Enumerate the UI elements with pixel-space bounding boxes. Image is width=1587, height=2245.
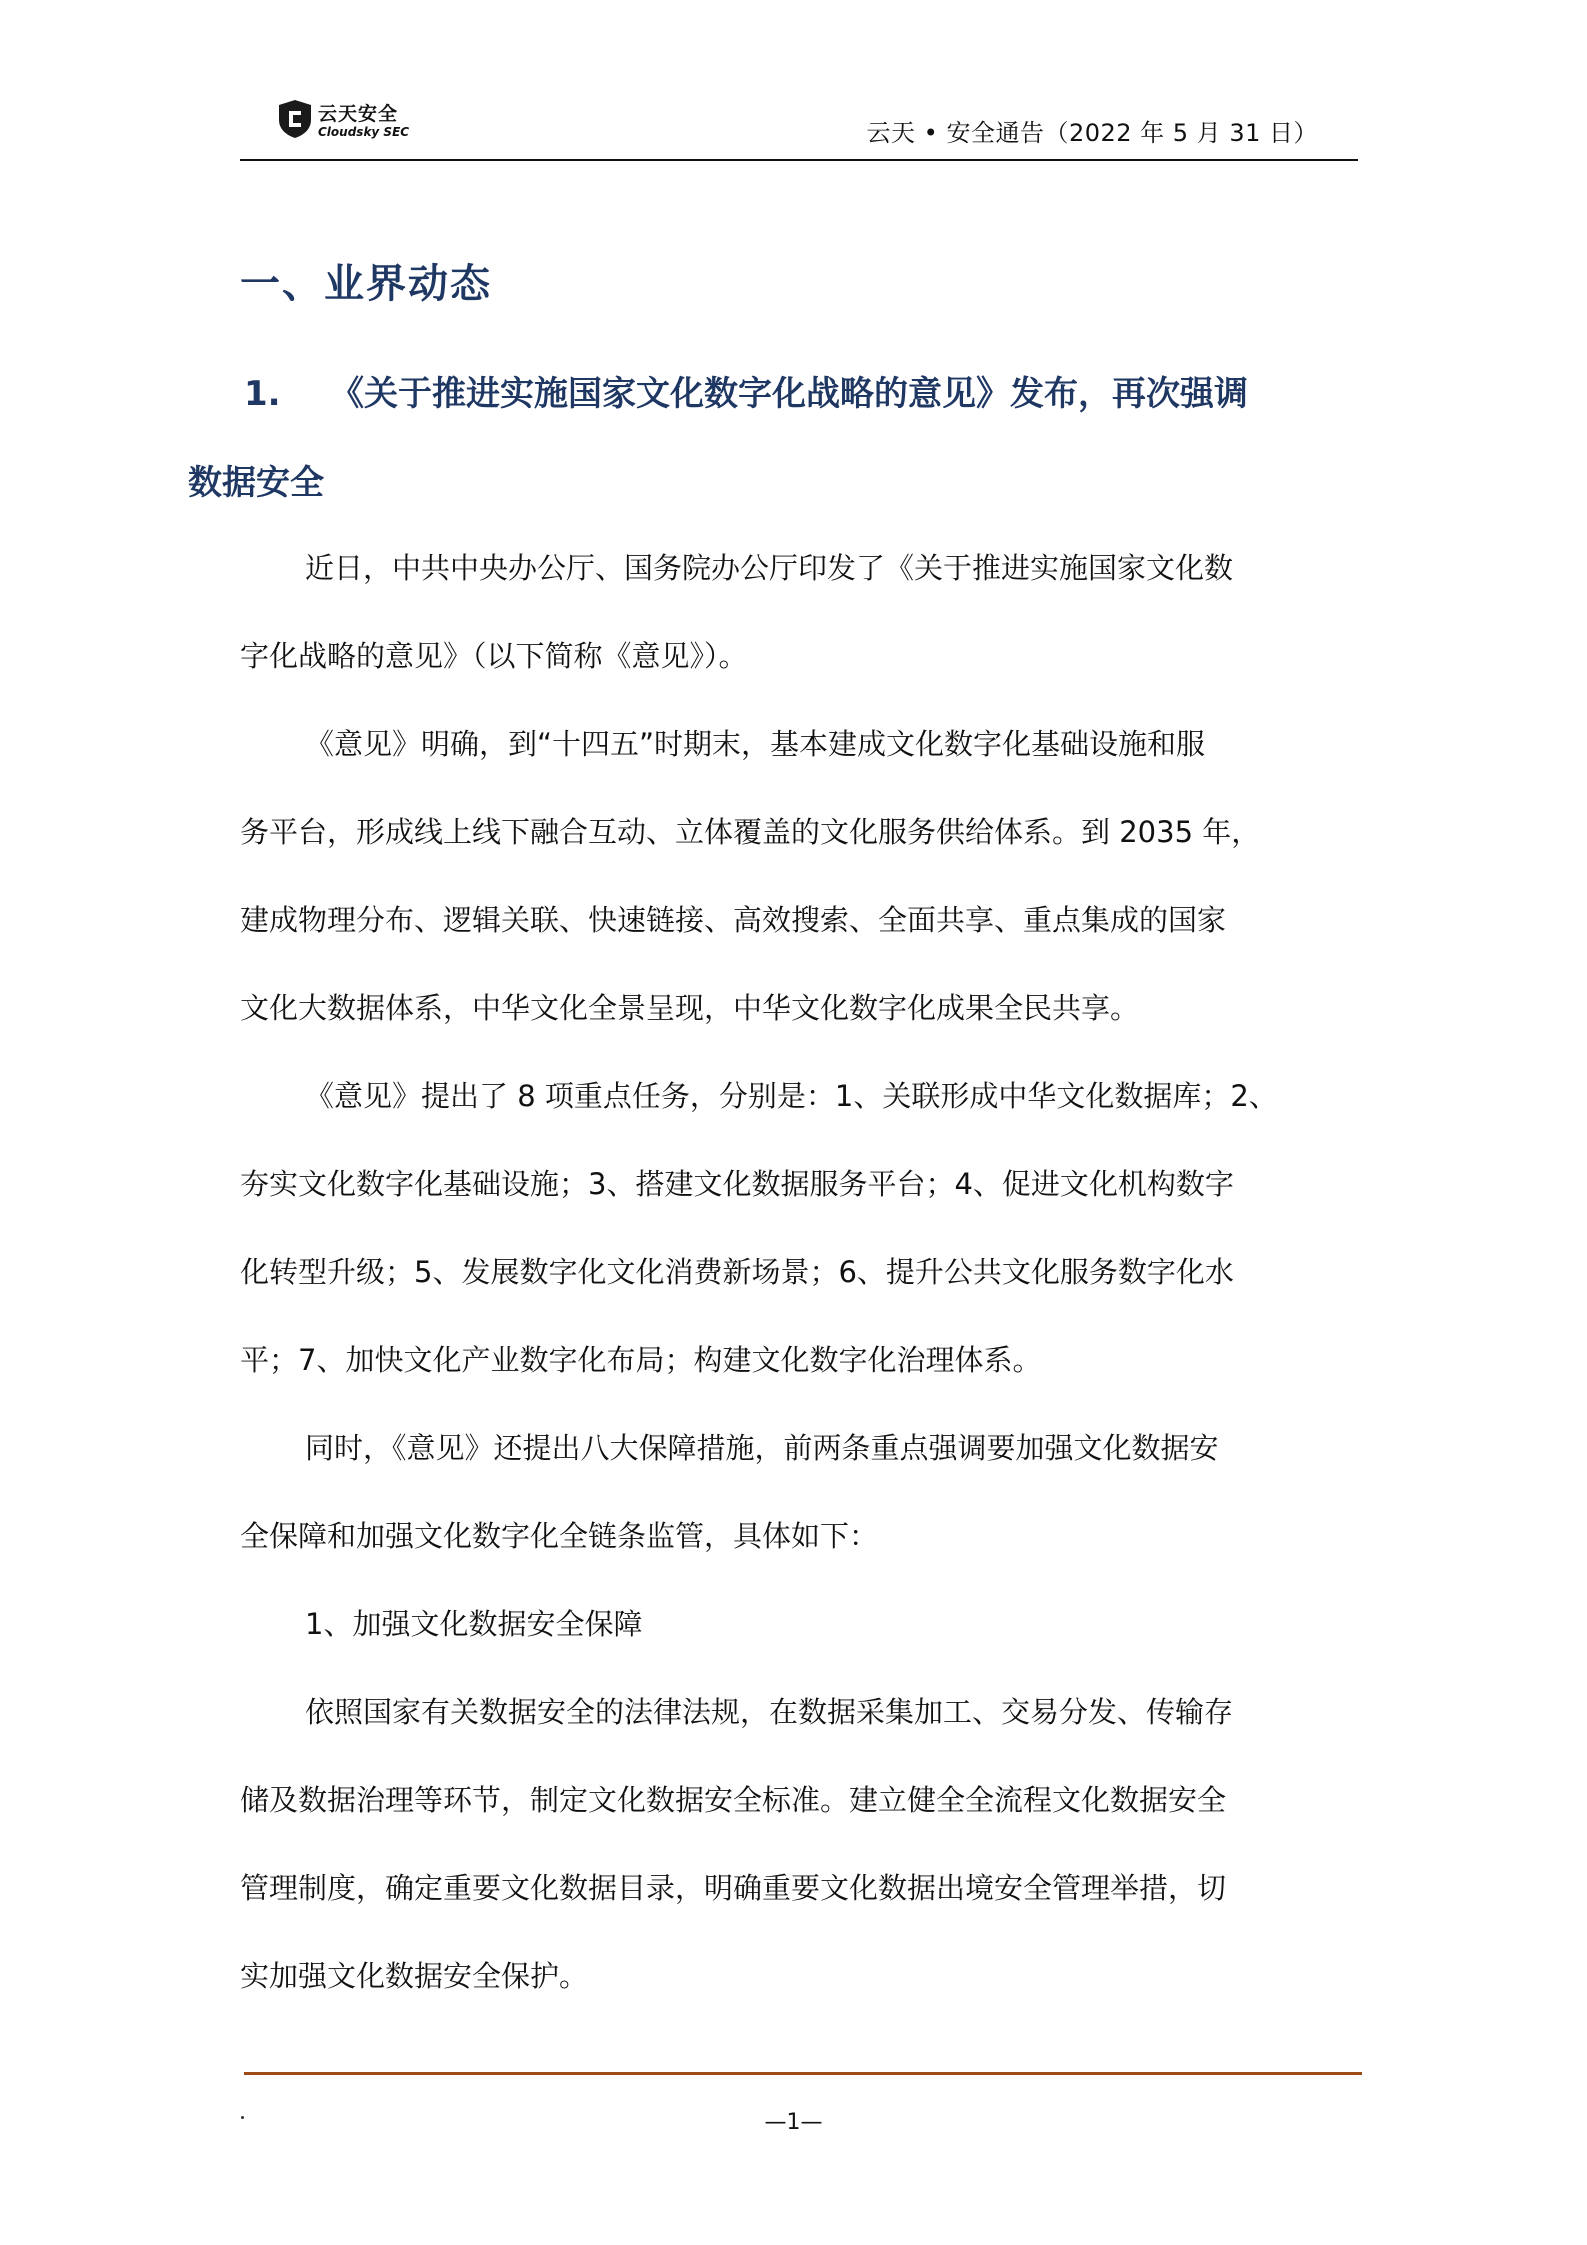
body-line-1: 近日，中共中央办公厅、国务院办公厅印发了《关于推进实施国家文化数 <box>305 551 1234 585</box>
body-line-7: 《意见》提出了 8 项重点任务，分别是：1、关联形成中华文化数据库；2、 <box>305 1079 1278 1113</box>
body-line-16: 管理制度，确定重要文化数据目录，明确重要文化数据出境安全管理举措，切 <box>240 1871 1227 1905</box>
body-line-10: 平；7、加快文化产业数字化布局；构建文化数字化治理体系。 <box>240 1343 1042 1377</box>
article-heading <box>244 366 1248 415</box>
body-line-12: 全保障和加强文化数字化全链条监管，具体如下： <box>240 1519 879 1553</box>
section-heading: 一、业界动态 <box>240 261 492 307</box>
body-line-11: 同时，《意见》还提出八大保障措施，前两条重点强调要加强文化数据安 <box>305 1431 1219 1465</box>
page-number: —1— <box>764 2110 823 2135</box>
logo-text-en: Cloudsky SEC <box>318 125 410 139</box>
body-line-5: 建成物理分布、逻辑关联、快速链接、高效搜索、全面共享、重点集成的国家 <box>240 903 1227 937</box>
article-title-line-2: 数据安全 <box>188 463 324 503</box>
footer-divider <box>244 2072 1362 2075</box>
body-line-8: 夯实文化数字化基础设施；3、搭建文化数据服务平台；4、促进文化机构数字 <box>240 1167 1234 1201</box>
article-number: 1. <box>244 374 281 414</box>
body-line-4: 务平台，形成线上线下融合互动、立体覆盖的文化服务供给体系。到 2035 年， <box>240 815 1261 849</box>
body-line-9: 化转型升级；5、发展数字化文化消费新场景；6、提升公共文化服务数字化水 <box>240 1255 1234 1289</box>
body-line-2: 字化战略的意见》（以下简称《意见》）。 <box>240 639 748 673</box>
body-line-14: 依照国家有关数据安全的法律法规，在数据采集加工、交易分发、传输存 <box>305 1695 1234 1729</box>
body-line-3: 《意见》明确，到“十四五”时期末，基本建成文化数字化基础设施和服 <box>305 727 1206 761</box>
header-title: 云天 • 安全通告（2022 年 5 月 31 日） <box>866 119 1318 147</box>
body-line-13: 1、加强文化数据安全保障 <box>305 1607 643 1641</box>
header-divider <box>240 159 1358 161</box>
page-header <box>240 95 1358 163</box>
logo-text-cn: 云天安全 <box>318 103 399 125</box>
body-line-15: 储及数据治理等环节，制定文化数据安全标准。建立健全全流程文化数据安全 <box>240 1783 1227 1817</box>
article-title-line-1: 《关于推进实施国家文化数字化战略的意见》发布，再次强调 <box>330 374 1248 414</box>
body-line-6: 文化大数据体系，中华文化全景呈现，中华文化数字化成果全民共享。 <box>240 991 1140 1025</box>
shield-logo-icon <box>276 98 314 140</box>
company-logo <box>276 98 436 144</box>
body-line-17: 实加强文化数据安全保护。 <box>240 1959 589 1993</box>
